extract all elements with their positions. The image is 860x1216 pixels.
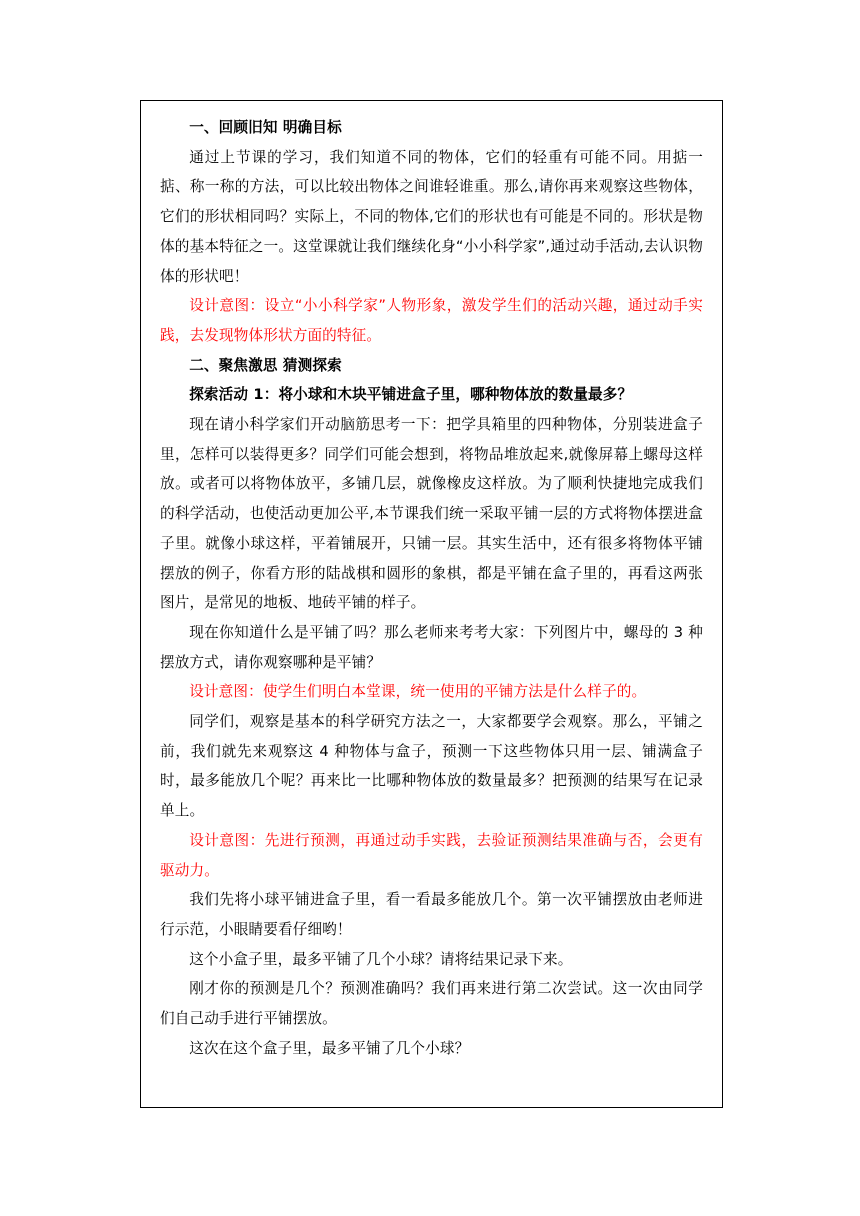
body-paragraph: 刚才你的预测是几个？预测准确吗？我们再来进行第二次尝试。这一次由同学们自己动手进行平铺摆放。 bbox=[160, 980, 703, 1028]
body-paragraph: 我们先将小球平铺进盒子里，看一看最多能放几个。第一次平铺摆放由老师进行示范，小眼睛要看仔细哟！ bbox=[160, 891, 703, 938]
design-intent-note: 设计意图：设立“小小科学家”人物形象，激发学生们的活动兴趣，通过动手实践，去发现物体形状方面的特征。 bbox=[160, 297, 703, 344]
body-paragraph: 现在请小科学家们开动脑筋思考一下：把学具箱里的四种物体，分别装进盒子里，怎样可以装得更多？同学们可能会想到，将物品堆放起来,就像屏幕上螺母这样放。或者可以将物体放平，多铺几层，就像橡皮这样放。为了顺利快捷地完成我们的科学活动，也使活动更加公平,本节课我们统一采取平铺一层的方式将物体摆进盒子里。就像小球这样，平着铺展开，只铺一层。其实生活中，还有很多将物体平铺摆放的例子，你看方形的陆战棋和圆形的象棋，都是平铺在盒子里的，再看这两张图片，是常见的地板、地砖平铺的样子。 bbox=[160, 416, 703, 612]
lesson-plan-cell bbox=[140, 100, 723, 1108]
body-paragraph: 现在你知道什么是平铺了吗？那么老师来考考大家：下列图片中，螺母的 3 种摆放方式，请你观察哪种是平铺？ bbox=[160, 623, 703, 671]
body-paragraph: 这个小盒子里，最多平铺了几个小球？请将结果记录下来。 bbox=[189, 950, 573, 968]
section-heading-review: 一、回顾旧知 明确目标 bbox=[189, 119, 342, 136]
body-paragraph: 这次在这个盒子里，最多平铺了几个小球？ bbox=[189, 1039, 470, 1057]
activity-heading: 探索活动 1：将小球和木块平铺进盒子里，哪种物体放的数量最多？ bbox=[189, 386, 633, 404]
intro-paragraph: 通过上节课的学习，我们知道不同的物体，它们的轻重有可能不同。用掂一掂、称一称的方法，可以比较出物体之间谁轻谁重。那么,请你再来观察这些物体，它们的形状相同吗？实际上，不同的物体,它们的形状也有可能是不同的。形状是物体的基本特征之一。这堂课就让我们继续化身“小小科学家”,通过动手活动,去认识物体的形状吧！ bbox=[160, 148, 703, 285]
design-intent-note: 设计意图：先进行预测，再通过动手实践，去验证预测结果准确与否，会更有驱动力。 bbox=[160, 831, 703, 879]
section-heading-explore: 二、聚焦激思 猜测探索 bbox=[189, 356, 342, 374]
design-intent-note: 设计意图：使学生们明白本堂课，统一使用的平铺方法是什么样子的。 bbox=[189, 683, 647, 701]
body-paragraph: 同学们，观察是基本的科学研究方法之一，大家都要学会观察。那么，平铺之前，我们就先来观察这 4 种物体与盒子，预测一下这些物体只用一层、铺满盒子时，最多能放几个呢？再来比一比哪种物体放的数量最多？把预测的结果写在记录单上。 bbox=[160, 713, 703, 820]
